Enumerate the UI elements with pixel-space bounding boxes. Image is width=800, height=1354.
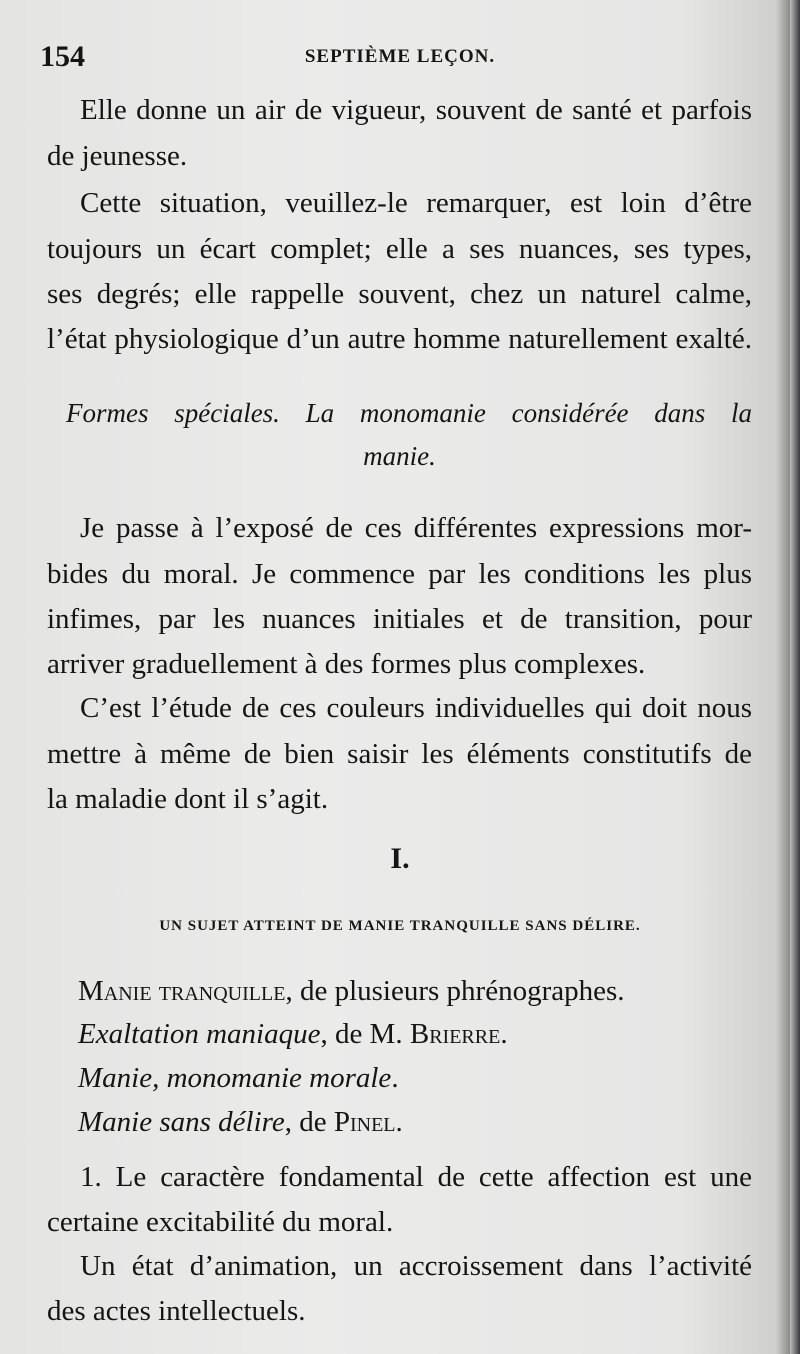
- synonym-term: Exaltation maniaque: [78, 1018, 321, 1050]
- text-line: la maladie dont il s’agit.: [47, 783, 329, 815]
- synonym-author: Pinel: [333, 1106, 396, 1138]
- text-line: mettre à même de bien saisir les éléments constitutifs de: [47, 738, 752, 770]
- running-title: SEPTIÈME LEÇON.: [304, 46, 496, 67]
- text-line: Un état d’animation, un accroissement dans l’activité: [80, 1250, 752, 1282]
- synonym-term: Manie tranquille: [78, 975, 286, 1007]
- subheading-line: manie.: [363, 441, 436, 471]
- subheading-line: Formes spéciales. La monomanie considérée dans la: [66, 398, 752, 428]
- page-number: 154: [40, 40, 85, 73]
- text-line: de jeunesse.: [47, 140, 188, 172]
- text-line: certaine excitabilité du moral.: [47, 1206, 394, 1238]
- synonym-end: .: [500, 1018, 508, 1050]
- section-title: UN SUJET ATTEINT DE MANIE TRANQUILLE SANS DÉLIRE.: [159, 918, 641, 934]
- synonym-author: Brierre: [409, 1018, 501, 1050]
- text-line: 1. Le caractère fondamental de cette affection est une: [80, 1161, 752, 1193]
- text-line: l’état physiologique d’un autre homme naturellement exalté.: [47, 323, 752, 355]
- text-line: Cette situation, veuillez-le remarquer, est loin d’être: [80, 187, 752, 219]
- synonym-term: Manie, monomanie morale: [78, 1062, 392, 1094]
- synonym-rest: .: [391, 1062, 399, 1094]
- synonym-line: [78, 1060, 783, 1096]
- text-line: C’est l’étude de ces couleurs individuelles qui doit nous: [80, 692, 752, 724]
- text-line: ses degrés; elle rappelle souvent, chez un naturel calme,: [47, 278, 752, 310]
- synonym-line: [78, 1016, 783, 1052]
- text-line: infimes, par les nuances initiales et de transition, pour: [47, 603, 752, 635]
- text-line: des actes intellectuels.: [47, 1295, 306, 1327]
- text-line: toujours un écart complet; elle a ses nuances, ses types,: [47, 233, 752, 265]
- synonym-rest: , de plusieurs phrénographes.: [285, 975, 625, 1007]
- text-line: bides du moral. Je commence par les conditions les plus: [47, 558, 752, 590]
- text-line: Je passe à l’exposé de ces différentes expressions mor-: [80, 512, 752, 544]
- synonym-rest: , de: [284, 1106, 334, 1138]
- synonym-line: [78, 1104, 783, 1140]
- page-edge-shadow: [790, 0, 800, 1354]
- synonym-term: Manie sans délire: [78, 1106, 285, 1138]
- page-header: [40, 40, 760, 76]
- section-number: I.: [390, 842, 410, 875]
- synonym-rest: , de M.: [320, 1018, 410, 1050]
- synonym-end: .: [395, 1106, 403, 1138]
- text-line: arriver graduellement à des formes plus complexes.: [47, 648, 646, 680]
- synonym-line: [78, 973, 783, 1009]
- text-line: Elle donne un air de vigueur, souvent de santé et parfois: [80, 94, 752, 126]
